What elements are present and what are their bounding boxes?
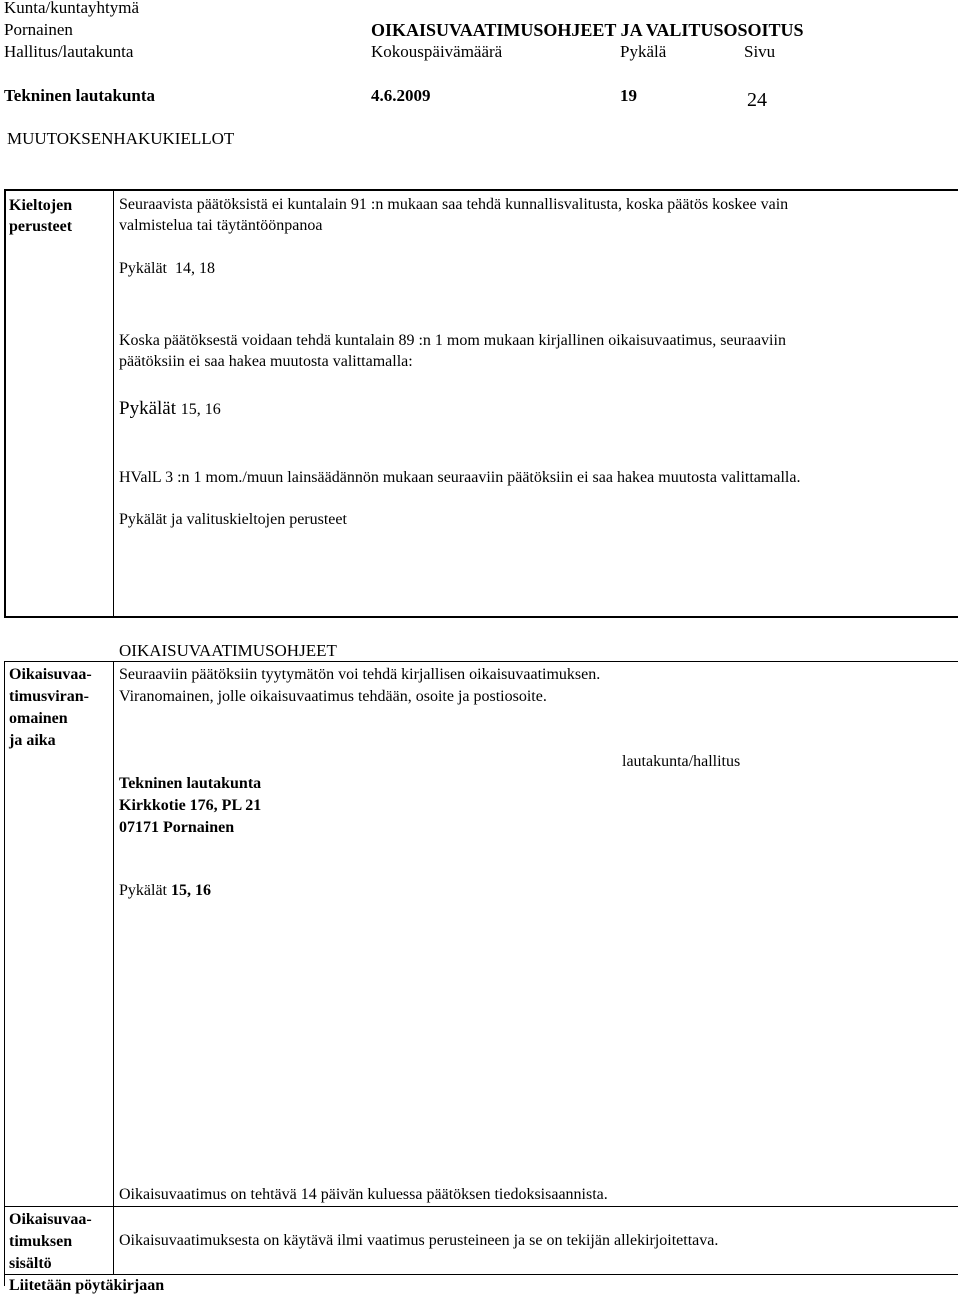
rect-top-border bbox=[4, 661, 958, 662]
address-city: 07171 Pornainen bbox=[119, 819, 235, 836]
ban-text2-line2: päätöksiin ei saa hakea muutosta valittamalla: bbox=[119, 353, 413, 370]
content-side-label-1: Oikaisuvaa- bbox=[9, 1211, 92, 1228]
ban-pyk2-label: Pykälät bbox=[119, 398, 176, 419]
section-column-divider bbox=[113, 189, 114, 617]
content-bottom-border bbox=[4, 1274, 958, 1275]
ban-pyk2 bbox=[119, 397, 221, 422]
section-label: Pykälä bbox=[620, 42, 667, 61]
rect-pyk bbox=[119, 881, 211, 901]
address-name: Tekninen lautakunta bbox=[119, 775, 262, 792]
content-side-label-3: sisältö bbox=[9, 1255, 52, 1272]
content-divider bbox=[4, 1206, 958, 1207]
ban-side-label-2: perusteet bbox=[9, 218, 73, 235]
address-street: Kirkkotie 176, PL 21 bbox=[119, 797, 262, 814]
rect-line2: Viranomainen, jolle oikaisuvaatimus tehdään, osoite ja postiosoite. bbox=[119, 688, 547, 705]
rect-column-divider bbox=[113, 661, 114, 1275]
rect-line1: Seuraaviin päätöksiin tyytymätön voi tehdä kirjallisen oikaisuvaatimuksen. bbox=[119, 666, 601, 683]
ban-pyk2-value: 15, 16 bbox=[180, 401, 221, 418]
ban-text1-line2: valmistelua tai täytäntöönpanoa bbox=[119, 217, 323, 234]
body-value: Tekninen lautakunta bbox=[4, 86, 156, 105]
content-line1: Oikaisuvaatimus on tehtävä 14 päivän kuluessa päätöksen tiedoksisaannista. bbox=[119, 1186, 608, 1203]
ban-text4: Pykälät ja valituskieltojen perusteet bbox=[119, 511, 347, 528]
ban-pyk1 bbox=[119, 259, 215, 279]
rect-side-label-2: timusviran- bbox=[9, 688, 89, 705]
section-left-border bbox=[4, 189, 6, 617]
page-value: 24 bbox=[747, 89, 767, 111]
ban-side-label-1: Kieltojen bbox=[9, 197, 73, 214]
date-value: 4.6.2009 bbox=[371, 86, 431, 105]
municipality-name: Pornainen bbox=[4, 20, 73, 39]
ban-text2-line1: Koska päätöksestä voidaan tehdä kuntalain 89 :n 1 mom mukaan kirjallinen oikaisuvaatimus, seuraaviin bbox=[119, 332, 786, 349]
authority-type: lautakunta/hallitus bbox=[622, 753, 741, 770]
document-title: OIKAISUVAATIMUSOHJEET JA VALITUSOSOITUS bbox=[371, 20, 804, 40]
body-label: Hallitus/lautakunta bbox=[4, 42, 134, 61]
content-side-label-2: timuksen bbox=[9, 1233, 73, 1250]
rect-left-border bbox=[4, 661, 5, 1286]
rectification-heading: OIKAISUVAATIMUSOHJEET bbox=[119, 641, 337, 660]
rect-side-label-1: Oikaisuvaa- bbox=[9, 666, 92, 683]
section-value: 19 bbox=[620, 86, 637, 105]
rect-side-label-4: ja aika bbox=[9, 732, 56, 749]
footer-note: Liitetään pöytäkirjaan bbox=[9, 1277, 165, 1294]
content-line2: Oikaisuvaatimuksesta on käytävä ilmi vaatimus perusteineen ja se on tekijän allekirjoitettava. bbox=[119, 1232, 719, 1249]
section-bottom-border bbox=[4, 616, 958, 618]
section-top-border bbox=[4, 189, 958, 191]
rect-pyk-label: Pykälät bbox=[119, 882, 167, 899]
rect-pyk-value: 15, 16 bbox=[171, 882, 211, 899]
org-type-label: Kunta/kuntayhtymä bbox=[4, 0, 140, 17]
page-label: Sivu bbox=[744, 42, 776, 61]
appeal-ban-heading: MUUTOKSENHAKUKIELLOT bbox=[7, 129, 235, 148]
ban-text3: HValL 3 :n 1 mom./muun lainsäädännön mukaan seuraaviin päätöksiin ei saa hakea muutosta valittamalla. bbox=[119, 469, 801, 486]
ban-text1-line1: Seuraavista päätöksistä ei kuntalain 91 :n mukaan saa tehdä kunnallisvalitusta, koska päätös koskee vain bbox=[119, 196, 789, 213]
ban-pyk1-label: Pykälät bbox=[119, 260, 167, 277]
rect-side-label-3: omainen bbox=[9, 710, 68, 727]
date-label: Kokouspäivämäärä bbox=[371, 42, 503, 61]
ban-pyk1-value: 14, 18 bbox=[175, 260, 215, 277]
